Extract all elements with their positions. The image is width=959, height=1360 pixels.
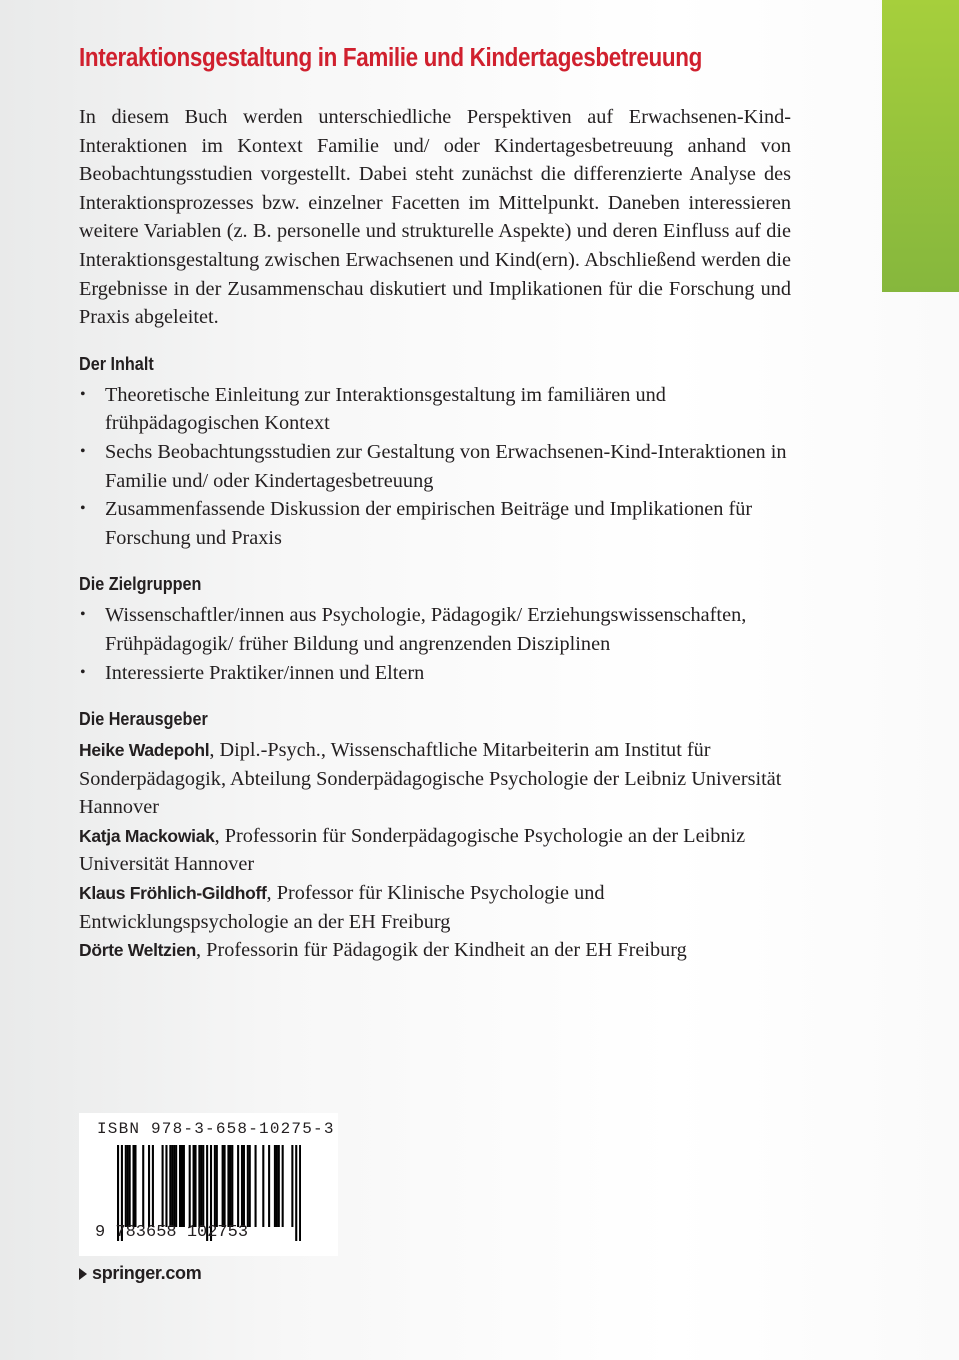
isbn-number: ISBN 978-3-658-10275-3 [97, 1120, 335, 1138]
barcode-bar [278, 1145, 280, 1227]
editor-entry [79, 736, 799, 822]
barcode-bar [247, 1145, 249, 1227]
barcode-bar [152, 1145, 154, 1227]
barcode-bar [165, 1145, 167, 1227]
inhalt-list [79, 381, 839, 553]
editor-name: Dörte Weltzien [79, 940, 197, 961]
back-cover-content [79, 44, 839, 965]
barcode-bar [241, 1145, 243, 1227]
arrow-right-icon [79, 1268, 87, 1280]
bullet-icon: • [80, 385, 86, 403]
barcode-bar [134, 1145, 136, 1227]
barcode-bar [169, 1145, 171, 1227]
editor-entry [79, 936, 799, 965]
barcode-bar [173, 1145, 175, 1227]
barcode-bar [255, 1145, 257, 1227]
springer-link-label: springer.com [92, 1263, 202, 1283]
isbn-barcode [79, 1113, 338, 1256]
barcode-bar [291, 1145, 293, 1227]
barcode-bar [189, 1145, 191, 1227]
editor-name: Katja Mackowiak [79, 825, 215, 846]
editor-entry [79, 822, 799, 879]
barcode-bar [214, 1145, 216, 1227]
editor-name: Heike Wadepohl [79, 740, 210, 761]
barcode-bar [132, 1145, 134, 1227]
barcode-bar [268, 1145, 270, 1227]
barcode-bar [129, 1145, 131, 1227]
barcode-bar [282, 1145, 284, 1227]
barcode-bar [171, 1145, 173, 1227]
barcode-bar [216, 1145, 218, 1227]
springer-link[interactable] [79, 1263, 201, 1284]
barcode-bar [227, 1145, 229, 1227]
barcode-bar [162, 1145, 164, 1227]
section-heading-inhalt: Der Inhalt [79, 353, 154, 374]
barcode-bar [202, 1145, 204, 1227]
barcode-bar [127, 1145, 129, 1227]
editor-description: , Professorin für Pädagogik der Kindheit an der EH Freiburg [196, 939, 687, 962]
list-item: • Zusammenfassende Diskussion der empirischen Beiträge und Implikationen für Forschung und Praxis [79, 495, 805, 552]
barcode-bar [193, 1145, 195, 1227]
green-color-tab [882, 0, 959, 292]
book-title: Interaktionsgestaltung in Familie und Kindertagesbetreuung [79, 44, 702, 72]
barcode-bar [249, 1145, 251, 1227]
barcode-bar [194, 1145, 196, 1227]
editor-description: , Professorin für Sonderpädagogische Psychologie an der Leibniz Universität Hannover [79, 824, 746, 876]
barcode-bar [229, 1145, 231, 1227]
editor-description: , Dipl.-Psych., Wissenschaftliche Mitarbeiterin am Institut für Sonderpädagogik, Abteilung Sonderpädagogische Psychologie der Leibniz Universität Hannover [79, 739, 782, 819]
barcode-bar [276, 1145, 278, 1227]
barcode-bar [125, 1145, 127, 1227]
barcode-bar [200, 1145, 202, 1227]
barcode-bar [198, 1145, 200, 1227]
barcode-bar [181, 1145, 183, 1227]
editor-description: , Professor für Klinische Psychologie und Entwicklungspsychologie an der EH Freiburg [79, 882, 605, 933]
barcode-bar [179, 1145, 181, 1227]
barcode-guard-bar [299, 1145, 301, 1241]
barcode-bar [274, 1145, 276, 1227]
barcode-bar [175, 1145, 177, 1227]
list-item: • Wissenschaftler/innen aus Psychologie, Pädagogik/ Erziehungswissenschaften, Frühpädagogik/ früher Bildung und angrenzenden Disziplinen [79, 601, 805, 658]
editor-entry [79, 879, 799, 936]
editor-name: Klaus Fröhlich-Gildhoff [79, 883, 267, 904]
section-heading-herausgeber: Die Herausgeber [79, 709, 208, 730]
intro-paragraph: In diesem Buch werden unterschiedliche Perspektiven auf Erwachsenen-Kind-Interaktionen im Kontext Familie und/ oder Kindertagesbetreuung anhand von Beobachtungsstudien vorgestellt. Dabei steht zunächst die differenzierte Analyse des Interaktionsprozesses bzw. einzelner Facetten im Mittelpunkt. Daneben interessieren weitere Variablen (z. B. personelle und strukturelle Aspekte) und deren Einfluss auf die Interaktionsgestaltung zwischen Erwachsenen und Kind(ern). Abschließend werden die Ergebnisse in der Zusammenschau diskutiert und Implikationen für die Forschung und Praxis abgeleitet. [79, 106, 791, 329]
barcode-bar [237, 1145, 239, 1227]
barcode-bar [142, 1145, 144, 1227]
bullet-icon: • [80, 606, 86, 624]
section-heading-zielgruppen: Die Zielgruppen [79, 574, 202, 595]
barcode-bar [224, 1145, 226, 1227]
list-item: • Sechs Beobachtungsstudien zur Gestaltung von Erwachsenen-Kind-Interaktionen in Familie und/ oder Kindertagesbetreuung [79, 438, 805, 495]
barcode-digits: 9 783658 102753 [95, 1223, 249, 1242]
list-item: • Theoretische Einleitung zur Interaktionsgestaltung im familiären und frühpädagogischen Kontext [79, 381, 805, 438]
barcode-bar [262, 1145, 264, 1227]
barcode-bar [231, 1145, 233, 1227]
barcode-bar [243, 1145, 245, 1227]
list-item: • Interessierte Praktiker/innen und Eltern [79, 659, 805, 688]
zielgruppen-list [79, 601, 839, 687]
barcode-bar [222, 1145, 224, 1227]
barcode-bar [148, 1145, 150, 1227]
barcode-guard-bar [295, 1145, 297, 1241]
bullet-icon: • [80, 663, 86, 681]
bullet-icon: • [80, 442, 86, 460]
bullet-icon: • [80, 500, 86, 518]
barcode-bar [183, 1145, 185, 1227]
